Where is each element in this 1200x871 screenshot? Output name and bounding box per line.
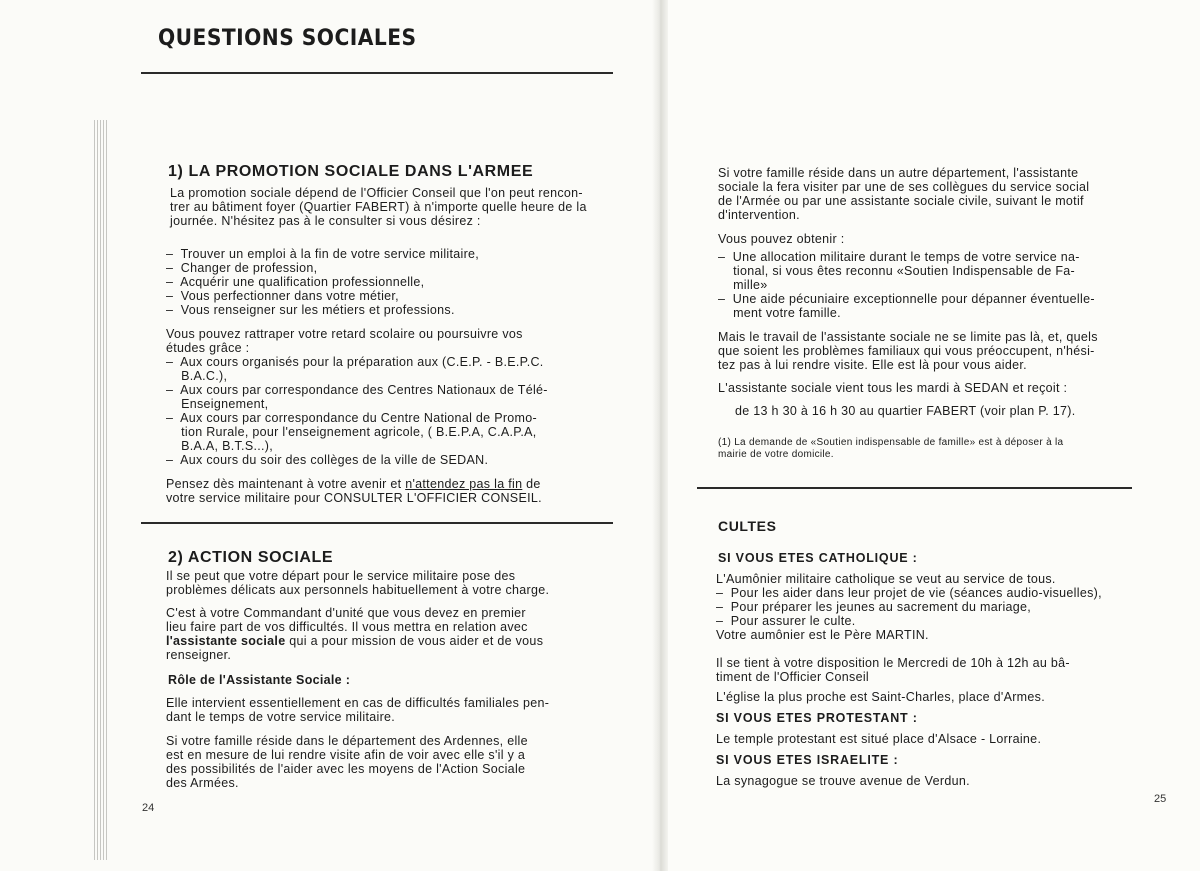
para2-text-a: C'est à votre Commandant d'unité que vous devez en premier lieu faire part de vos difficultés. Il vous mettra en relation avec xyxy=(166,606,528,634)
israelite-heading: SI VOUS ETES ISRAELITE : xyxy=(716,753,899,767)
book-spine xyxy=(652,0,668,871)
page-title: QUESTIONS SOCIALES xyxy=(158,26,417,51)
section1-list: – Trouver un emploi à la fin de votre service militaire, – Changer de profession, – Acquérir une qualification professionnelle, – Vous perfectionner dans votre métier, – Vous renseigner sur les métiers et professions. xyxy=(166,247,480,317)
right-para3: Mais le travail de l'assistante sociale ne se limite pas là, et, quels que soient les problèmes familiaux qui vous préoccupent, n'hési- tez pas à lui rendre visite. Elle est là pour vous aider. xyxy=(718,330,1098,372)
page-number-right: 25 xyxy=(1154,793,1167,805)
cultes-heading: CULTES xyxy=(718,518,777,534)
section1-closing xyxy=(166,477,542,505)
section2-para4: Si votre famille réside dans le département des Ardennes, elle est en mesure de lui rendre visite afin de voir avec elle s'il y a des possibilités de l'aider avec les moyens de l'Action Sociale des Armées. xyxy=(166,734,528,790)
section2-para2 xyxy=(166,606,543,662)
section2-para1: Il se peut que votre départ pour le service militaire pose des problèmes délicats aux personnels habituellement à votre charge. xyxy=(166,569,550,597)
section2-para3: Elle intervient essentiellement en cas de difficultés familiales pen- dant le temps de votre service militaire. xyxy=(166,696,550,724)
page-edge-lines xyxy=(94,120,108,860)
catholic-heading: SI VOUS ETES CATHOLIQUE : xyxy=(718,551,918,565)
role-heading: Rôle de l'Assistante Sociale : xyxy=(168,673,351,687)
right-para4: L'assistante sociale vient tous les mardi à SEDAN et reçoit : xyxy=(718,381,1068,395)
catholic-text-schedule: Il se tient à votre disposition le Mercredi de 10h à 12h au bâ- timent de l'Officier Conseil xyxy=(716,656,1070,684)
section1-studies: Vous pouvez rattraper votre retard scolaire ou poursuivre vos études grâce : – Aux cours organisés pour la préparation aux (C.E.P. - B.E.P.C. B.A.C.), – Aux cours par correspondance des Centres Nationaux de Télé- Enseignement, – Aux cours par correspondance du Centre National de Promo- tion Rurale, pour l'enseignement agricole, ( B.E.P.A, C.A.P.A, B.A.A, B.T.S...), – Aux cours du soir des collèges de la ville de SEDAN. xyxy=(166,327,548,467)
para2-text-c: qui a pour mission de vous aider et de vous renseigner. xyxy=(166,634,544,662)
page-number-left: 24 xyxy=(142,802,155,814)
section1-heading: 1) LA PROMOTION SOCIALE DANS L'ARMEE xyxy=(168,163,534,180)
catholic-text-church: L'église la plus proche est Saint-Charles, place d'Armes. xyxy=(716,690,1045,704)
israelite-text: La synagogue se trouve avenue de Verdun. xyxy=(716,774,970,788)
footnote: (1) La demande de «Soutien indispensable de famille» est à déposer à la mairie de votre domicile. xyxy=(718,437,1064,460)
section1-intro: La promotion sociale dépend de l'Officier Conseil que l'on peut rencon- trer au bâtiment foyer (Quartier FABERT) à n'importe quelle heure de la journée. N'hésitez pas à le consulter si vous désirez : xyxy=(170,186,587,228)
assistante-sociale-bold: l'assistante sociale xyxy=(166,634,286,648)
section2-heading: 2) ACTION SOCIALE xyxy=(168,549,334,566)
catholic-text: L'Aumônier militaire catholique se veut au service de tous. – Pour les aider dans leur projet de vie (séances audio-visuelles), – Pour préparer les jeunes au sacrement du mariage, – Pour assurer le culte. Votre aumônier est le Père MARTIN. xyxy=(716,572,1102,642)
title-rule xyxy=(141,72,613,74)
right-list: – Une allocation militaire durant le temps de votre service na- tional, si vous êtes reconnu «Soutien Indispensable de Fa- mille» – Une aide pécuniaire exceptionnelle pour dépanner éventuelle- ment votre famille. xyxy=(718,250,1095,320)
protestant-text: Le temple protestant est situé place d'Alsace - Lorraine. xyxy=(716,732,1042,746)
protestant-heading: SI VOUS ETES PROTESTANT : xyxy=(716,711,918,725)
closing-text-underlined: n'attendez pas la fin xyxy=(405,477,523,491)
right-para5: de 13 h 30 à 16 h 30 au quartier FABERT (voir plan P. 17). xyxy=(735,404,1076,418)
closing-text-b: de votre service militaire pour CONSULTER L'OFFICIER CONSEIL. xyxy=(166,477,542,505)
right-divider-rule xyxy=(697,487,1132,489)
right-para2: Vous pouvez obtenir : xyxy=(718,232,845,246)
section-divider-rule xyxy=(141,522,613,524)
right-para1: Si votre famille réside dans un autre département, l'assistante sociale la fera visiter par une de ses collègues du service social de l'Armée ou par une assistante sociale civile, suivant le motif d'intervention. xyxy=(718,166,1090,222)
closing-text-a: Pensez dès maintenant à votre avenir et xyxy=(166,477,406,491)
